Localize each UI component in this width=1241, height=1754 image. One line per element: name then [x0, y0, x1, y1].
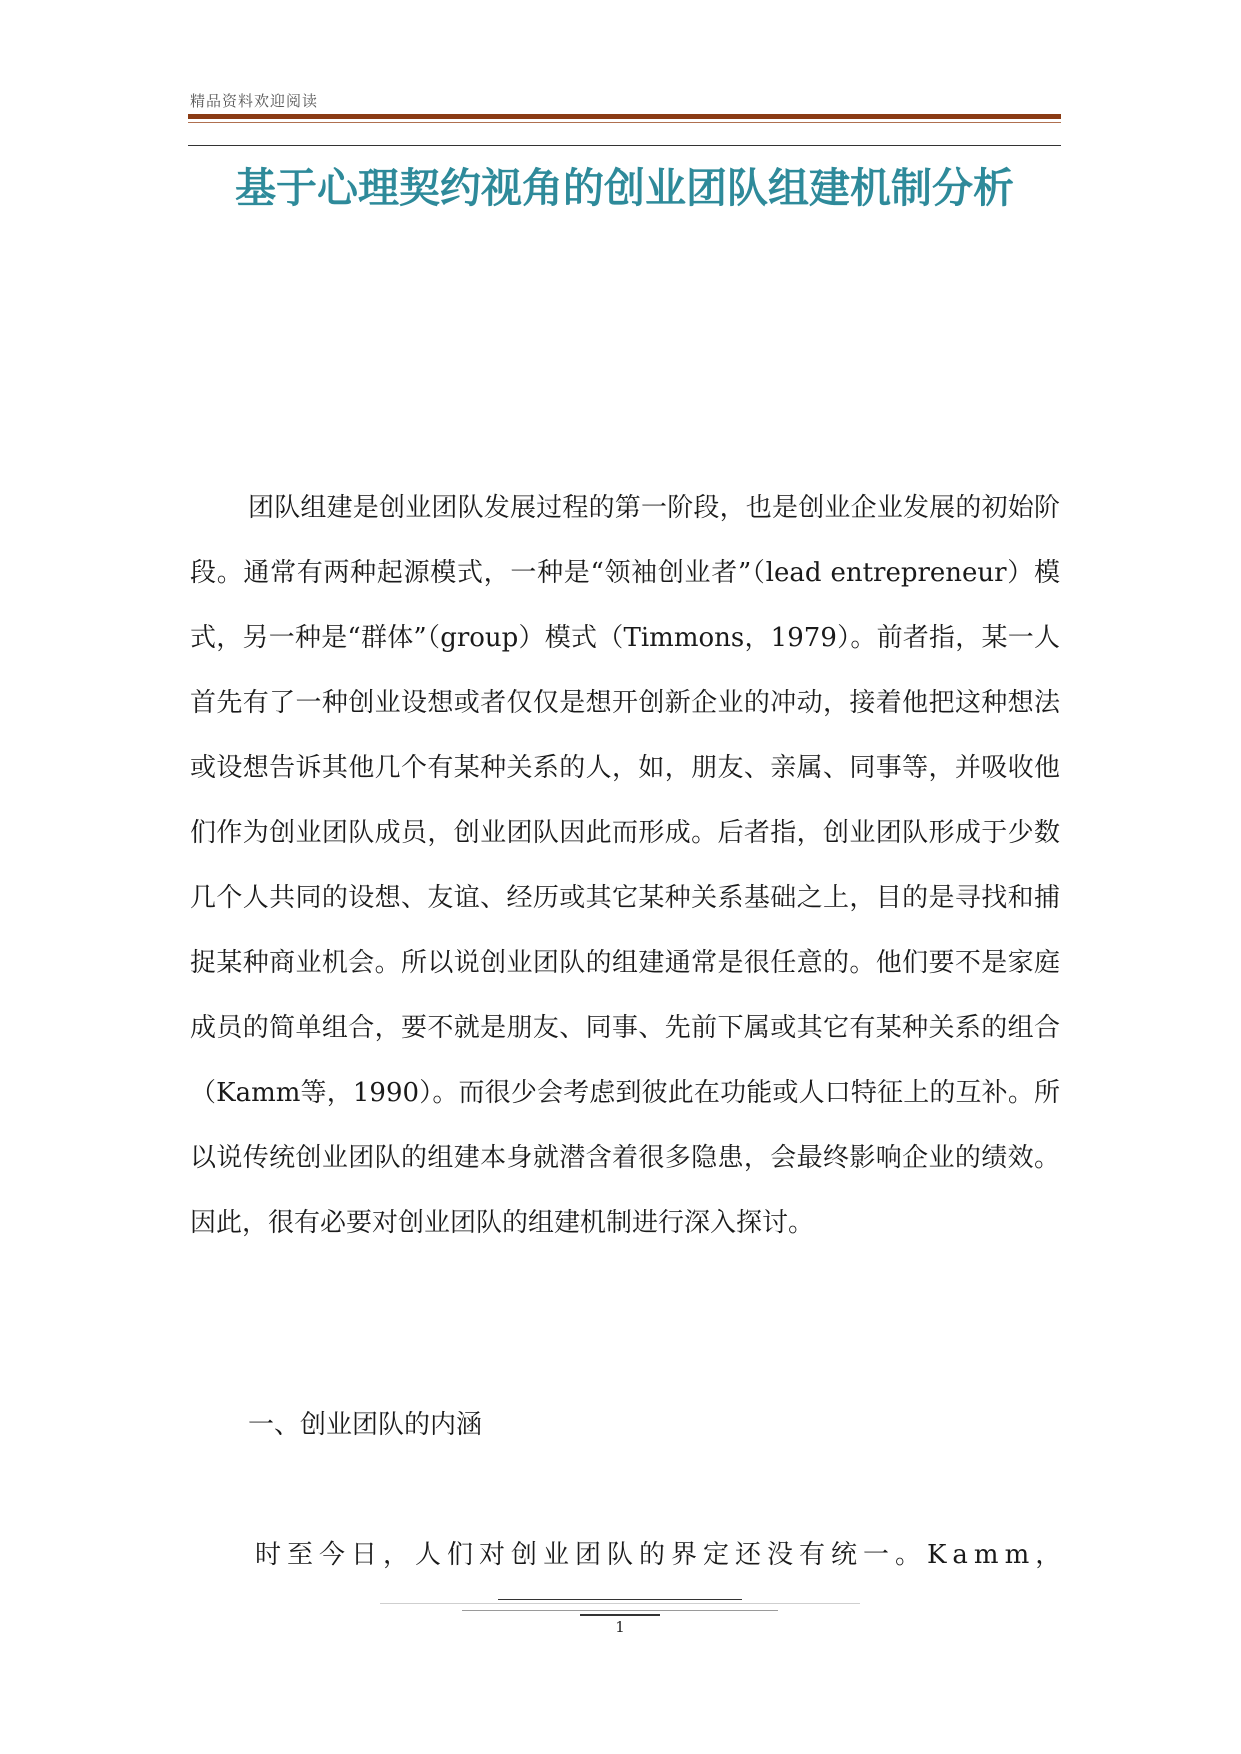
header-rule-thick — [188, 114, 1061, 119]
body-paragraph: 团队组建是创业团队发展过程的第一阶段，也是创业企业发展的初始阶段。通常有两种起源模式，一种是“领袖创业者”（lead entrepreneur）模式，另一种是“群体”（group）模式（Timmons，1979）。前者指，某一人首先有了一种创业设想或者仅仅是想开创新企业的冲动，接着他把这种想法或设想告诉其他几个有某种关系的人，如，朋友、亲属、同事等，并吸收他们作为创业团队成员，创业团队因此而形成。后者指，创业团队形成于少数几个人共同的设想、友谊、经历或其它某种关系基础之上，目的是寻找和捕捉某种商业机会。所以说创业团队的组建通常是很任意的。他们要不是家庭成员的简单组合，要不就是朋友、同事、先前下属或其它有某种关系的组合（Kamm等，1990）。而很少会考虑到彼此在功能或人口特征上的互补。所以说传统创业团队的组建本身就潜含着很多隐患，会最终影响企业的绩效。因此，很有必要对创业团队的组建机制进行深入探讨。 — [190, 493, 1060, 1238]
footer-rule-long — [380, 1603, 860, 1604]
footer-rule-short — [498, 1599, 742, 1600]
document-title: 基于心理契约视角的创业团队组建机制分析 — [235, 164, 1014, 212]
footer-mark — [580, 1614, 660, 1616]
page-number: 1 — [615, 1618, 625, 1636]
header-rule-black — [188, 145, 1061, 146]
body-paragraph: 时至今日，人们对创业团队的界定还没有统一。Kamm， — [255, 1540, 1068, 1570]
header-rule-thin — [188, 122, 1061, 123]
footer-rule-mid — [462, 1610, 778, 1611]
section-heading: 一、创业团队的内涵 — [248, 1410, 483, 1440]
running-header: 精品资料欢迎阅读 — [190, 92, 319, 110]
